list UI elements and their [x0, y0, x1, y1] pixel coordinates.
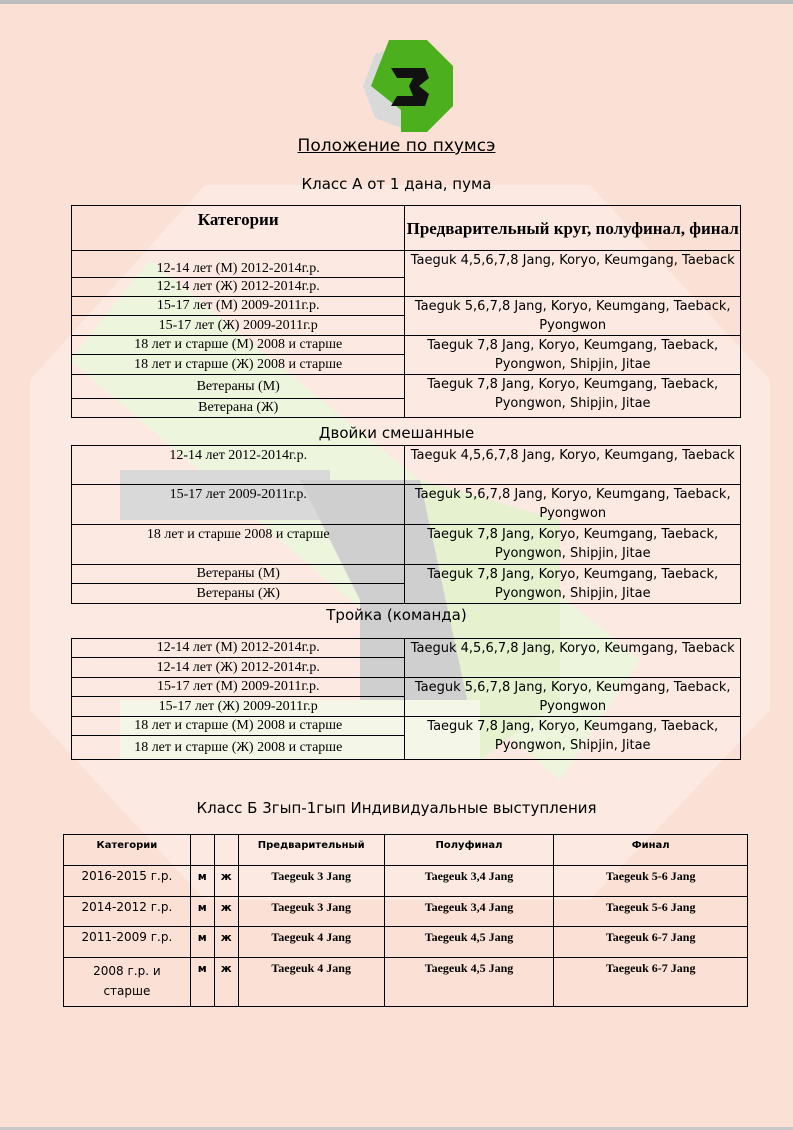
category-cell: 18 лет и старше 2008 и старше [72, 525, 405, 565]
female-marker: ж [214, 897, 238, 927]
category-cell: Ветераны (М) [72, 565, 405, 584]
male-marker: м [190, 958, 214, 1007]
category-cell: 15-17 лет (Ж) 2009-2011г.р [72, 697, 405, 717]
club-logo [361, 40, 453, 132]
forms-cell: Taeguk 7,8 Jang, Koryo, Keumgang, Taeback, Pyongwon, Shipjin, Jitae [405, 336, 741, 375]
header-categories: Категории [64, 835, 191, 866]
final-cell: Taegeuk 6-7 Jang [554, 958, 748, 1007]
preliminary-cell: Taegeuk 3 Jang [238, 866, 384, 897]
category-cell: 15-17 лет (М) 2009-2011г.р. [72, 678, 405, 697]
category-cell: 12-14 лет (Ж) 2012-2014г.р. [72, 658, 405, 678]
category-cell: Ветераны (М) [72, 375, 405, 399]
class-a-heading: Класс А от 1 дана, пума [301, 175, 492, 193]
category-cell: 12-14 лет (М) 2012-2014г.р. [72, 251, 405, 278]
category-cell: 2016-2015 г.р. [64, 866, 191, 897]
semifinal-cell: Taegeuk 4,5 Jang [384, 958, 554, 1007]
header-preliminary: Предварительный [238, 835, 384, 866]
category-cell: Ветераны (Ж) [72, 584, 405, 604]
semifinal-cell: Taegeuk 3,4 Jang [384, 897, 554, 927]
category-cell: Ветерана (Ж) [72, 399, 405, 418]
female-marker: ж [214, 927, 238, 958]
preliminary-cell: Taegeuk 4 Jang [238, 927, 384, 958]
header-final: Финал [554, 835, 748, 866]
header-rounds: Предварительный круг, полуфинал, финал [405, 206, 741, 251]
preliminary-cell: Taegeuk 4 Jang [238, 958, 384, 1007]
category-cell: 15-17 лет 2009-2011г.р. [72, 485, 405, 525]
category-cell: 12-14 лет (М) 2012-2014г.р. [72, 639, 405, 658]
female-marker: ж [214, 958, 238, 1007]
male-marker: м [190, 927, 214, 958]
table-row [64, 897, 748, 927]
category-cell: 15-17 лет (Ж) 2009-2011г.р [72, 316, 405, 336]
document-title: Положение по пхумсэ [297, 136, 496, 156]
forms-cell: Taeguk 5,6,7,8 Jang, Koryo, Keumgang, Taeback, Pyongwon [405, 485, 741, 525]
final-cell: Taegeuk 5-6 Jang [554, 866, 748, 897]
table-row [64, 866, 748, 897]
category-cell: 2011-2009 г.р. [64, 927, 191, 958]
category-cell: 12-14 лет (Ж) 2012-2014г.р. [72, 278, 405, 297]
header-semifinal: Полуфинал [384, 835, 554, 866]
category-cell: 18 лет и старше (М) 2008 и старше [72, 717, 405, 736]
pairs-heading: Двойки смешанные [318, 424, 475, 442]
forms-cell: Taeguk 7,8 Jang, Koryo, Keumgang, Taeback, Pyongwon, Shipjin, Jitae [405, 525, 741, 565]
forms-cell: Taeguk 4,5,6,7,8 Jang, Koryo, Keumgang, Taeback [405, 446, 741, 485]
header-blank [214, 835, 238, 866]
preliminary-cell: Taegeuk 3 Jang [238, 897, 384, 927]
male-marker: м [190, 897, 214, 927]
header-categories: Категории [72, 206, 405, 251]
category-cell: 12-14 лет 2012-2014г.р. [72, 446, 405, 485]
forms-cell: Taeguk 5,6,7,8 Jang, Koryo, Keumgang, Taeback, Pyongwon [405, 297, 741, 336]
category-cell: 15-17 лет (М) 2009-2011г.р. [72, 297, 405, 316]
category-cell: 2008 г.р. и старше [64, 958, 191, 1007]
female-marker: ж [214, 866, 238, 897]
class-b-table [63, 834, 748, 1007]
category-cell: 18 лет и старше (Ж) 2008 и старше [72, 355, 405, 375]
forms-cell: Taeguk 7,8 Jang, Koryo, Keumgang, Taeback, Pyongwon, Shipjin, Jitae [405, 375, 741, 418]
semifinal-cell: Taegeuk 4,5 Jang [384, 927, 554, 958]
final-cell: Taegeuk 5-6 Jang [554, 897, 748, 927]
forms-cell: Taeguk 7,8 Jang, Koryo, Keumgang, Taeback, Pyongwon, Shipjin, Jitae [405, 717, 741, 760]
forms-cell: Taeguk 5,6,7,8 Jang, Koryo, Keumgang, Taeback, Pyongwon [405, 678, 741, 717]
category-cell: 18 лет и старше (Ж) 2008 и старше [72, 736, 405, 760]
category-cell: 2014-2012 г.р. [64, 897, 191, 927]
final-cell: Taegeuk 6-7 Jang [554, 927, 748, 958]
category-cell: 18 лет и старше (М) 2008 и старше [72, 336, 405, 355]
header-blank [190, 835, 214, 866]
trio-heading: Тройка (команда) [326, 606, 467, 624]
pairs-table [71, 445, 741, 604]
class-b-heading: Класс Б 3гып-1гып Индивидуальные выступления [196, 799, 597, 817]
forms-cell: Taeguk 4,5,6,7,8 Jang, Koryo, Keumgang, Taeback [405, 639, 741, 678]
forms-cell: Taeguk 4,5,6,7,8 Jang, Koryo, Keumgang, Taeback [405, 251, 741, 297]
semifinal-cell: Taegeuk 3,4 Jang [384, 866, 554, 897]
table-row [64, 927, 748, 958]
male-marker: м [190, 866, 214, 897]
table-row [64, 958, 748, 1007]
forms-cell: Taeguk 7,8 Jang, Koryo, Keumgang, Taeback, Pyongwon, Shipjin, Jitae [405, 565, 741, 604]
trio-table [71, 638, 741, 760]
class-a-table [71, 205, 741, 418]
